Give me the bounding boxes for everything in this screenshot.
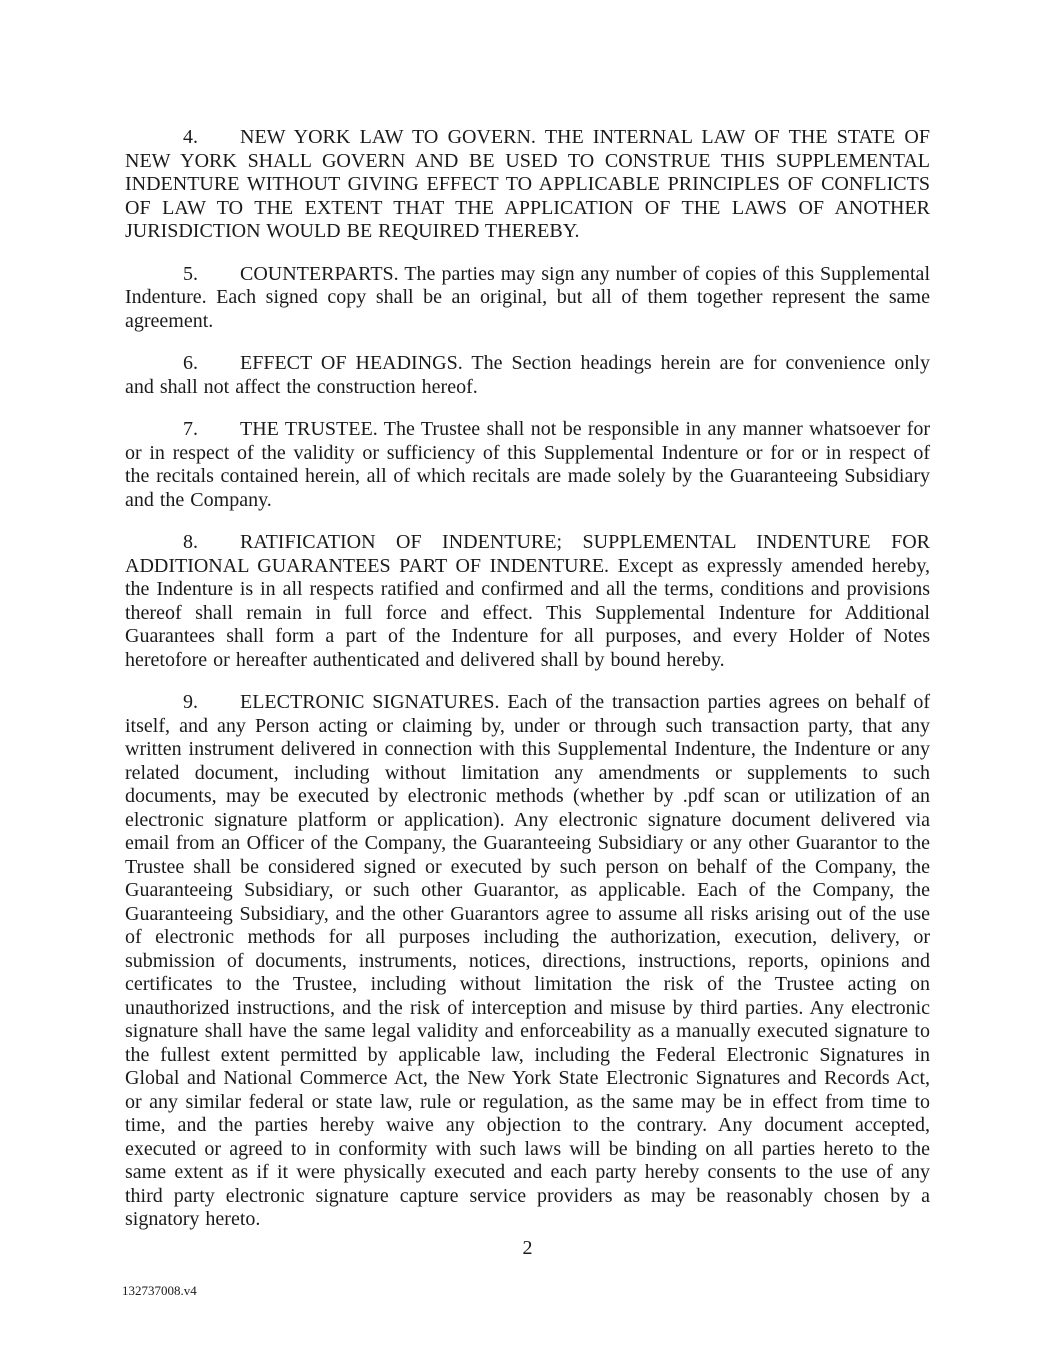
paragraph-section-4 — [125, 126, 930, 244]
paragraph-section-6 — [125, 352, 930, 399]
document-body — [125, 126, 930, 1251]
paragraph-section-5 — [125, 263, 930, 334]
paragraph-section-9 — [125, 691, 930, 1232]
section-4-number: 4. — [183, 126, 198, 148]
section-8-heading: RATIFICATION OF INDENTURE; SUPPLEMENTAL INDENTURE FOR ADDITIONAL GUARANTEES PART OF INDENTURE. — [125, 531, 930, 577]
section-7-body: The Trustee shall not be responsible in any manner whatsoever for or in respect of the validity or sufficiency of this Supplemental Indenture or for or in respect of the recitals contained herein, all of which recitals are made solely by the Guaranteeing Subsidiary and the Company. — [125, 418, 930, 511]
document-id-footer: 132737008.v4 — [122, 1283, 197, 1298]
paragraph-section-7 — [125, 418, 930, 512]
page-number: 2 — [522, 1237, 533, 1259]
section-7-heading: THE TRUSTEE. — [240, 418, 378, 440]
section-9-number: 9. — [183, 691, 198, 713]
section-4-heading: NEW YORK LAW TO GOVERN. — [240, 126, 536, 148]
section-5-number: 5. — [183, 262, 198, 285]
section-5-heading: COUNTERPARTS. — [240, 262, 399, 285]
section-6-heading: EFFECT OF HEADINGS. — [240, 352, 463, 374]
section-4-body: THE INTERNAL LAW OF THE STATE OF NEW YORK SHALL GOVERN AND BE USED TO CONSTRUE THIS SUPPLEMENTAL INDENTURE WITHOUT GIVING EFFECT TO APPLICABLE PRINCIPLES OF CONFLICTS OF LAW TO THE EXTENT THAT THE APPLICATION OF THE LAWS OF ANOTHER JURISDICTION WOULD BE REQUIRED THEREBY. — [125, 126, 930, 242]
section-9-body: Each of the transaction parties agrees on behalf of itself, and any Person acting or claiming by, under or through such transaction party, that any written instrument delivered in connection with this Supplemental Indenture, the Indenture or any related document, including without limitation any amendments or supplements to such documents, may be executed by electronic methods (whether by .pdf scan or utilization of an electronic signature platform or application). Any electronic signature document delivered via email from an Officer of the Company, the Guaranteeing Subsidiary or any other Guarantor to the Trustee shall be considered signed or executed by such person on behalf of the Company, the Guaranteeing Subsidiary, or such other Guarantor, as applicable. Each of the Company, the Guaranteeing Subsidiary, and the other Guarantors agree to assume all risks arising out of the use of electronic methods for all purposes including the authorization, execution, delivery, or submission of documents, instruments, notices, directions, instructions, reports, opinions and certificates to the Trustee, including without limitation the risk of the Trustee acting on unauthorized instructions, and the risk of interception and misuse by third parties. Any electronic signature shall have the same legal validity and enforceability as a manually executed signature to the fullest extent permitted by applicable law, including the Federal Electronic Signatures in Global and National Commerce Act, the New York State Electronic Signatures and Records Act, or any similar federal or state law, rule or regulation, as the same may be in effect from time to time, and the parties hereby waive any objection to the contrary. Any document accepted, executed or agreed to in conformity with such laws will be binding on all parties hereto to the same extent as if it were physically executed and each party hereby consents to the use of any third party electronic signature capture service providers as may be reasonably chosen by a signatory hereto. — [125, 691, 931, 1230]
section-5-body: The parties may sign any number of copies of this Supplemental Indenture. Each signed copy shall be an original, but all of them together represent the same agreement. — [125, 262, 930, 332]
section-7-number: 7. — [183, 418, 198, 440]
section-8-number: 8. — [183, 531, 198, 553]
paragraph-section-8 — [125, 531, 930, 672]
section-8-body: Except as expressly amended hereby, the Indenture is in all respects ratified and confirmed and all the terms, conditions and provisions thereof shall remain in full force and effect. This Supplemental Indenture for Additional Guarantees shall form a part of the Indenture for all purposes, and every Holder of Notes heretofore or hereafter authenticated and delivered shall by bound hereby. — [125, 554, 931, 671]
section-6-number: 6. — [183, 352, 198, 374]
section-9-heading: ELECTRONIC SIGNATURES. — [240, 691, 500, 713]
section-6-body: The Section headings herein are for convenience only and shall not affect the construction hereof. — [125, 352, 930, 398]
